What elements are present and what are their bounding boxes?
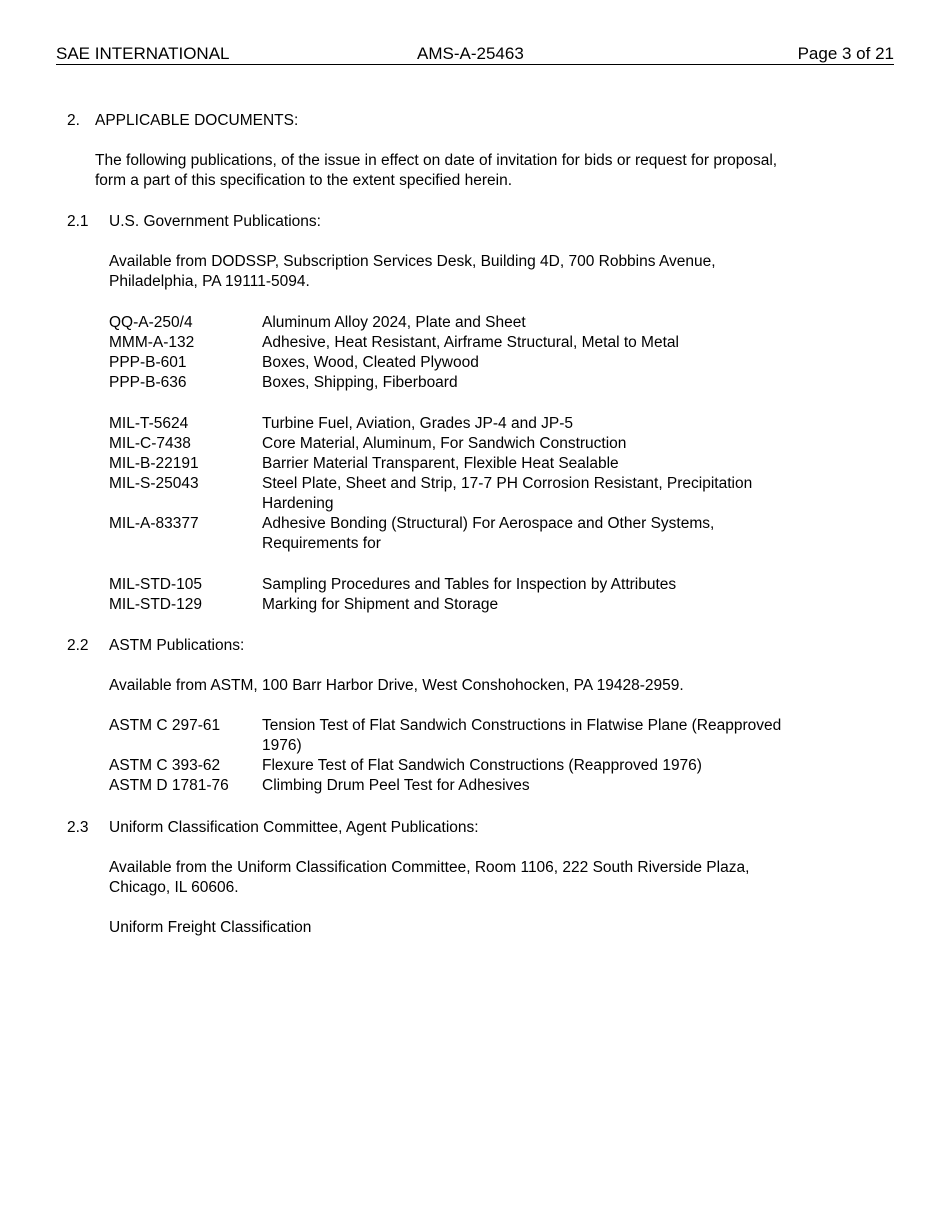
- document-title: Turbine Fuel, Aviation, Grades JP-4 and JP-5: [262, 415, 574, 432]
- document-row: [109, 454, 842, 474]
- document-row: [109, 474, 842, 514]
- section-2-3-heading: Uniform Classification Committee, Agent Publications:: [109, 819, 479, 836]
- section-2-3-number: 2.3: [67, 819, 89, 836]
- section-2-intro-line: The following publications, of the issue in effect on date of invitation for bids or request for proposal,: [95, 152, 778, 169]
- gov-publications-group-1: [109, 313, 842, 393]
- header-organization: SAE INTERNATIONAL: [56, 44, 230, 63]
- document-code: QQ-A-250/4: [109, 314, 193, 331]
- document-title: Boxes, Wood, Cleated Plywood: [262, 354, 479, 371]
- availability-line: Philadelphia, PA 19111-5094.: [109, 273, 310, 290]
- section-2-1-heading: U.S. Government Publications:: [109, 213, 321, 230]
- document-code: MMM-A-132: [109, 334, 195, 351]
- section-2-intro: [95, 151, 895, 191]
- document-title: Climbing Drum Peel Test for Adhesives: [262, 777, 530, 794]
- document-code: MIL-C-7438: [109, 435, 191, 452]
- document-row: [109, 595, 842, 615]
- document-row: [109, 514, 842, 554]
- section-2-number: 2.: [67, 112, 80, 129]
- document-row: [109, 333, 842, 353]
- gov-publications-group-3: [109, 575, 842, 615]
- document-title: Adhesive, Heat Resistant, Airframe Structural, Metal to Metal: [262, 334, 679, 351]
- document-code: PPP-B-601: [109, 354, 187, 371]
- document-title-line: 1976): [262, 737, 302, 754]
- section-2-2-number: 2.2: [67, 637, 89, 654]
- document-code: ASTM D 1781-76: [109, 777, 229, 794]
- document-code: MIL-T-5624: [109, 415, 189, 432]
- document-code: MIL-STD-105: [109, 576, 203, 593]
- section-2-1-number: 2.1: [67, 213, 89, 230]
- document-row: [109, 434, 842, 454]
- document-title: Boxes, Shipping, Fiberboard: [262, 374, 458, 391]
- document-row: [109, 414, 842, 434]
- document-code: ASTM C 297-61: [109, 717, 221, 734]
- document-row: [109, 353, 842, 373]
- document-title-line: Tension Test of Flat Sandwich Constructions in Flatwise Plane (Reapproved: [262, 717, 782, 734]
- section-2-1-availability: [109, 252, 869, 292]
- document-title: Flexure Test of Flat Sandwich Constructions (Reapproved 1976): [262, 757, 702, 774]
- page-header: [56, 44, 894, 65]
- document-title: [262, 474, 842, 514]
- gov-publications-group-2: [109, 414, 842, 554]
- document-code: MIL-S-25043: [109, 475, 199, 492]
- document-code: MIL-A-83377: [109, 515, 199, 532]
- document-title-line: Hardening: [262, 495, 334, 512]
- document-title-line: Requirements for: [262, 535, 381, 552]
- document-title: Sampling Procedures and Tables for Inspection by Attributes: [262, 576, 677, 593]
- availability-line: Available from the Uniform Classification Committee, Room 1106, 222 South Riverside Plaza,: [109, 859, 750, 876]
- document-title: Core Material, Aluminum, For Sandwich Construction: [262, 435, 627, 452]
- document-code: ASTM C 393-62: [109, 757, 221, 774]
- document-code: MIL-STD-129: [109, 596, 203, 613]
- document-row: [109, 575, 842, 595]
- availability-line: Chicago, IL 60606.: [109, 879, 239, 896]
- document-code: MIL-B-22191: [109, 455, 199, 472]
- header-page-number: Page 3 of 21: [797, 44, 894, 63]
- document-row: [109, 756, 842, 776]
- document-title: Marking for Shipment and Storage: [262, 596, 499, 613]
- document-row: [109, 313, 842, 333]
- section-2-intro-line: form a part of this specification to the extent specified herein.: [95, 172, 513, 189]
- document-code: PPP-B-636: [109, 374, 187, 391]
- document-title-line: Adhesive Bonding (Structural) For Aerospace and Other Systems,: [262, 515, 715, 532]
- document-title: Aluminum Alloy 2024, Plate and Sheet: [262, 314, 526, 331]
- availability-line: Available from DODSSP, Subscription Services Desk, Building 4D, 700 Robbins Avenue,: [109, 253, 716, 270]
- section-2-3-publication: Uniform Freight Classification: [109, 919, 312, 936]
- document-title: [262, 716, 842, 756]
- document-title: Barrier Material Transparent, Flexible Heat Sealable: [262, 455, 619, 472]
- document-title-line: Steel Plate, Sheet and Strip, 17-7 PH Corrosion Resistant, Precipitation: [262, 475, 753, 492]
- astm-publications: [109, 716, 842, 796]
- document-row: [109, 776, 842, 796]
- document-title: [262, 514, 842, 554]
- header-document-number: AMS-A-25463: [417, 44, 524, 63]
- section-2-2-availability: Available from ASTM, 100 Barr Harbor Drive, West Conshohocken, PA 19428-2959.: [109, 677, 684, 694]
- document-row: [109, 716, 842, 756]
- section-2-3-availability: [109, 858, 869, 898]
- section-2-2-heading: ASTM Publications:: [109, 637, 245, 654]
- document-row: [109, 373, 842, 393]
- section-2-heading: APPLICABLE DOCUMENTS:: [95, 112, 299, 129]
